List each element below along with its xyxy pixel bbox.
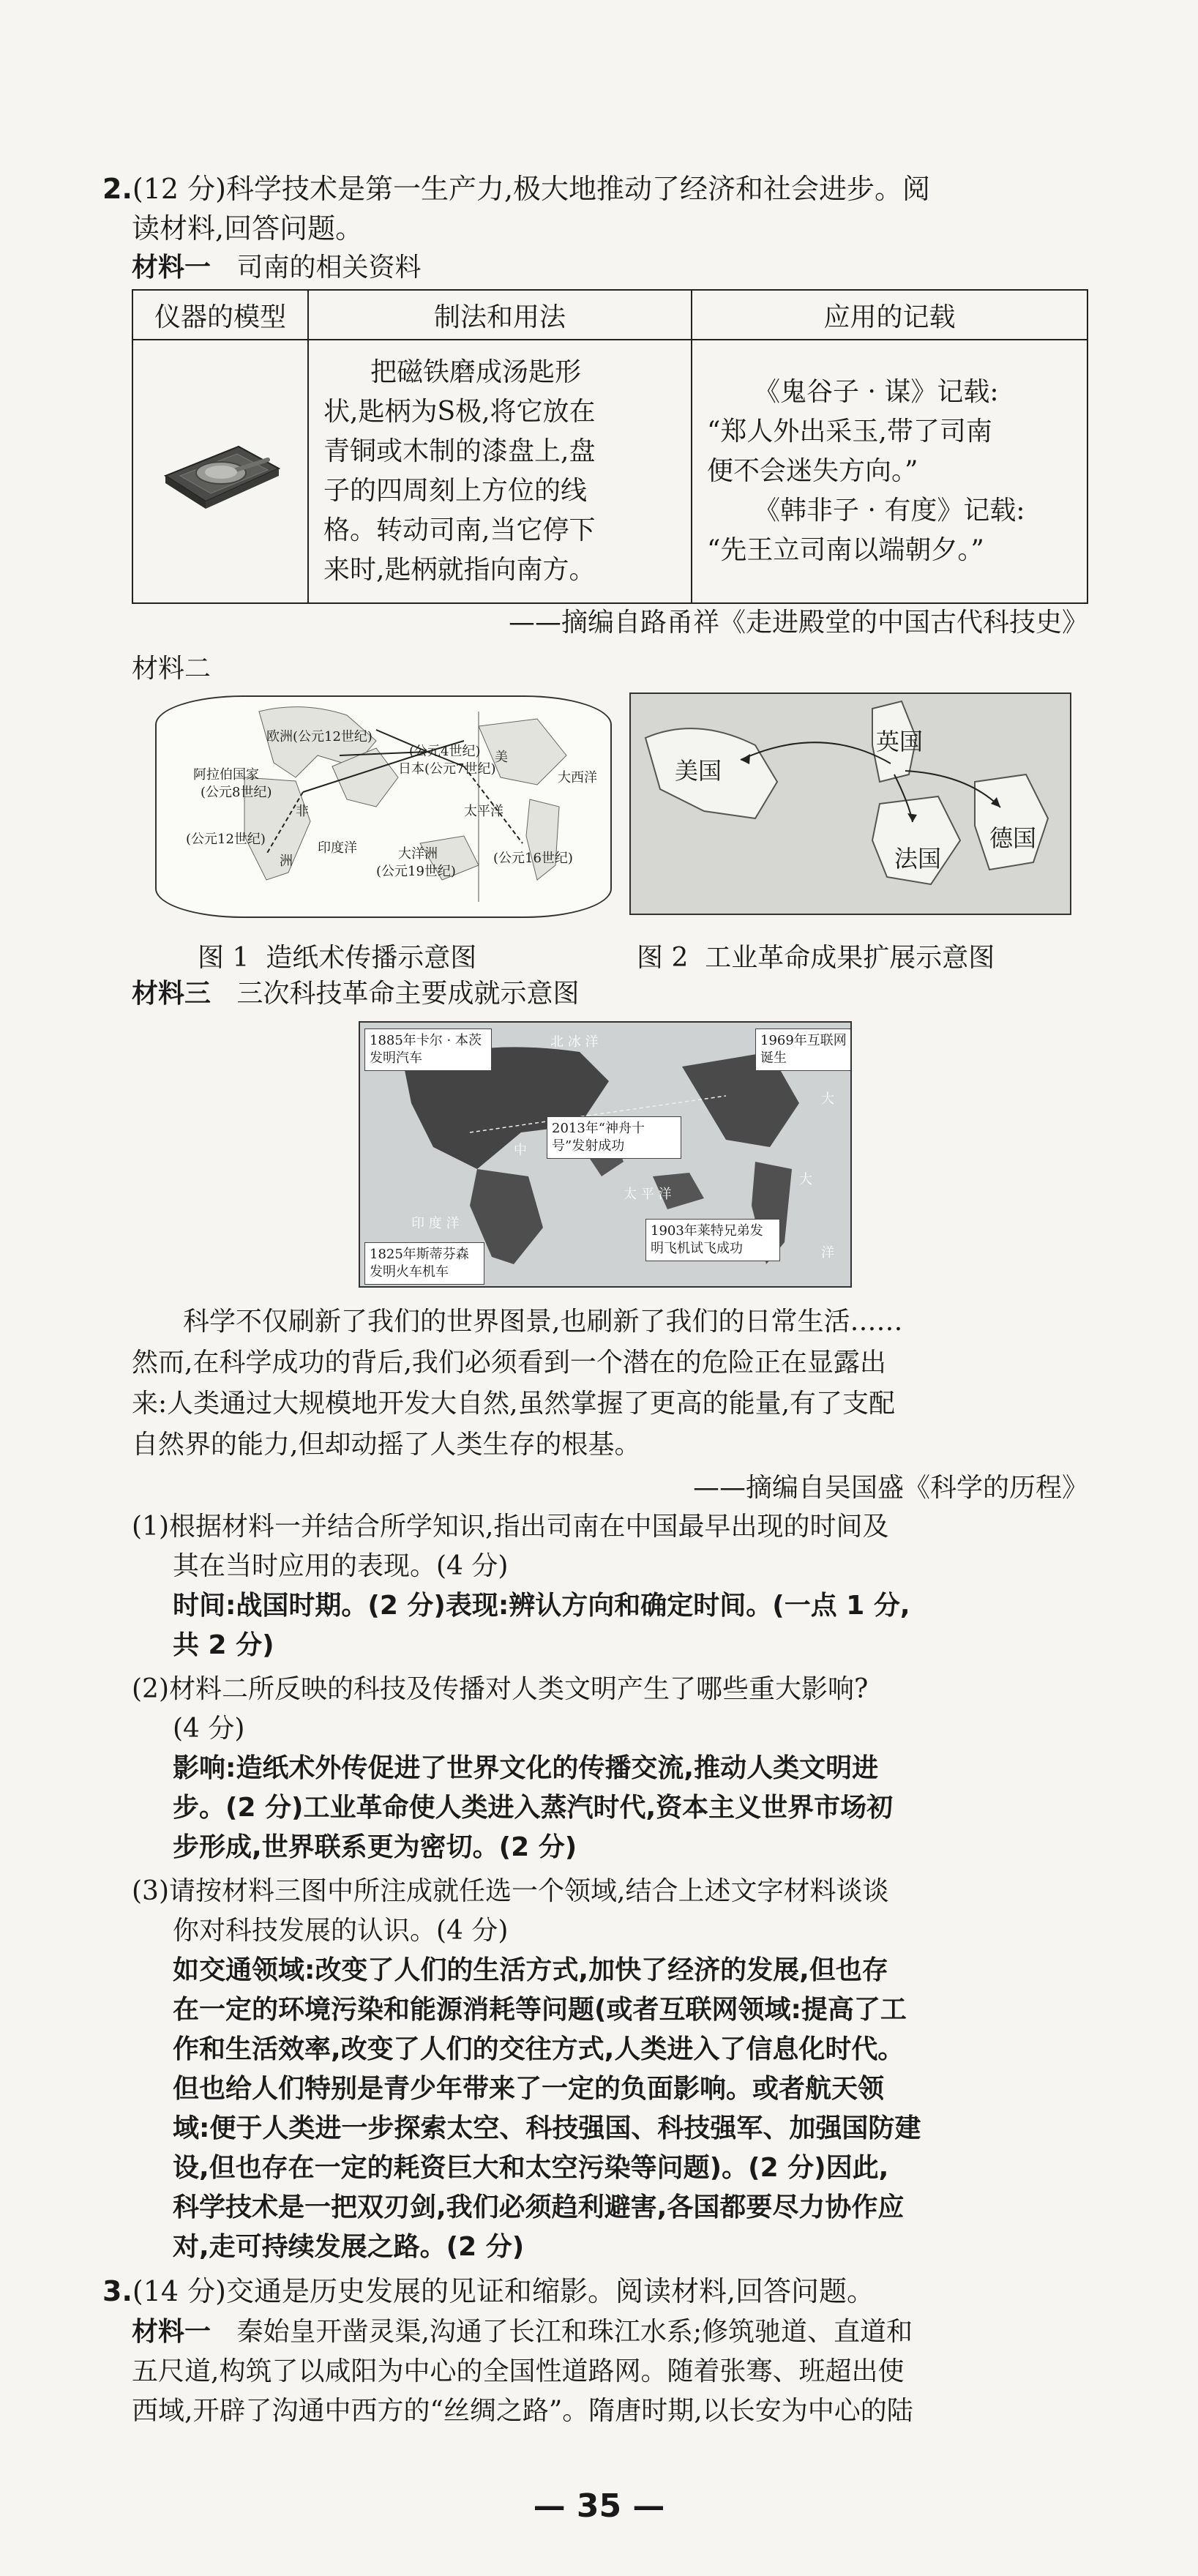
q3-text-line: 五尺道,构筑了以咸阳为中心的全国性道路网。随着张骞、班超出使: [132, 2356, 905, 2386]
fig1-label: (公元19世纪): [376, 864, 456, 879]
material3-text-line: 来:人类通过大规模地开发大自然,虽然掌握了更高的能量,有了支配: [132, 1389, 896, 1419]
sub1-answer: 共 2 分): [173, 1630, 274, 1660]
sub1-question: (1)根据材料一并结合所学知识,指出司南在中国最早出现的时间及: [132, 1512, 889, 1542]
fig3-callout-shenzhou: 2013年“神舟十号”发射成功: [547, 1116, 681, 1159]
fig3-label: 中: [514, 1143, 527, 1158]
sub3-question: (3)请按材料三图中所注成就任选一个领域,结合上述文字材料谈谈: [132, 1876, 889, 1906]
fig2-label-france: 法国: [894, 845, 942, 873]
fig3-label: 印 度 洋: [411, 1216, 460, 1231]
fig1-label: (公元16世纪): [493, 851, 573, 866]
fig1-label: (公元8世纪): [201, 785, 272, 800]
page-number: — 35 —: [533, 2487, 665, 2525]
sub3-answer: 对,走可持续发展之路。(2 分): [173, 2232, 525, 2262]
fig3-callout-train: 1825年斯蒂芬森发明火车机车: [364, 1242, 484, 1285]
fig1-label: 大洋洲: [398, 846, 438, 862]
sinan-model-image: [132, 340, 308, 603]
method-line: 把磁铁磨成汤匙形: [370, 357, 582, 387]
material3-text-line: 然而,在科学成功的背后,我们必须看到一个潜在的危险正在显露出: [132, 1348, 886, 1378]
fig1-label: 太平洋: [464, 804, 503, 819]
q2-number: 2.: [102, 173, 132, 205]
fig1-land-shapes: [157, 697, 610, 916]
record-line: “先王立司南以端朝夕。”: [707, 535, 984, 565]
material1-label: 材料一: [132, 253, 211, 283]
method-line: 状,匙柄为S极,将它放在: [323, 397, 596, 427]
sub2-question: (4 分): [173, 1714, 245, 1744]
material3-label: 材料三: [132, 979, 211, 1009]
fig3-tech-revolutions-map: [359, 1021, 852, 1288]
fig3-callout-car: 1885年卡尔 · 本茨发明汽车: [364, 1028, 492, 1071]
fig1-label: 欧洲(公元12世纪): [266, 729, 372, 744]
record-cell: [692, 340, 1087, 603]
fig3-label: 大: [821, 1091, 834, 1107]
fig3-label: 大: [799, 1172, 812, 1187]
sub3-answer: 科学技术是一把双刃剑,我们必须趋利避害,各国都要尽力协作应: [173, 2192, 905, 2222]
q3-material1-line: [132, 2313, 1096, 2351]
method-line: 青铜或木制的漆盘上,盘: [323, 436, 596, 466]
fig1-label: (公元12世纪): [186, 832, 266, 847]
fig3-label: 洋: [821, 1245, 834, 1261]
method-line: 格。转动司南,当它停下: [323, 515, 596, 545]
fig2-caption: 图 2 工业革命成果扩展示意图: [637, 943, 995, 973]
fig1-label: 大西洋: [558, 770, 597, 785]
record-line: 《鬼谷子 · 谋》记载:: [754, 377, 999, 407]
fig1-label: 阿拉伯国家: [193, 767, 259, 783]
fig1-label: 非: [296, 804, 309, 819]
sub3-answer: 域:便于人类进一步探索太空、科技强国、科技强军、加强国防建: [173, 2113, 921, 2143]
fig2-land-shapes: [631, 694, 1070, 914]
sub2-answer: 步形成,世界联系更为密切。(2 分): [173, 1832, 577, 1862]
method-line: 来时,匙柄就指向南方。: [323, 555, 596, 585]
q2-intro: (12 分)科学技术是第一生产力,极大地推动了经济和社会进步。阅: [132, 173, 931, 205]
q3-intro: (14 分)交通是历史发展的见证和缩影。阅读材料,回答问题。: [132, 2275, 875, 2307]
fig1-label: 美: [495, 750, 508, 765]
record-line: 便不会迷失方向。”: [707, 456, 918, 486]
record-line: 《韩非子 · 有度》记载:: [754, 496, 1025, 526]
sinan-image: [151, 417, 290, 520]
fig2-label-usa: 美国: [675, 757, 722, 785]
method-cell: [308, 340, 692, 603]
material2-label: 材料二: [132, 654, 211, 684]
sub2-question: (2)材料二所反映的科技及传播对人类文明产生了哪些重大影响?: [132, 1674, 869, 1704]
material3-title: 三次科技革命主要成就示意图: [236, 979, 580, 1009]
sub3-answer: 设,但也存在一定的耗资巨大和太空污染等问题)。(2 分)因此,: [173, 2153, 889, 2183]
material3-text-line: 自然界的能力,但却动摇了人类生存的根基。: [132, 1430, 641, 1460]
fig3-callout-internet: 1969年互联网诞生: [755, 1028, 852, 1071]
fig1-label: 日本(公元7世纪): [398, 761, 496, 777]
sub2-answer: 影响:造纸术外传促进了世界文化的传播交流,推动人类文明进: [173, 1753, 879, 1783]
table-header-model: 仪器的模型: [132, 290, 308, 340]
fig1-label: (公元4世纪): [409, 744, 481, 759]
q3-text-line: 秦始皇开凿灵渠,沟通了长江和珠江水系;修筑驰道、直道和: [236, 2317, 913, 2347]
sub2-answer: 步。(2 分)工业革命使人类进入蒸汽时代,资本主义世界市场初: [173, 1793, 894, 1823]
material3-heading: [132, 975, 1096, 1013]
q2-material1-heading: [132, 249, 1096, 287]
sub3-answer: 在一定的环境污染和能源消耗等问题(或者互联网领域:提高了工: [173, 1995, 907, 2025]
fig1-caption: 图 1 造纸术传播示意图: [198, 943, 477, 973]
q3-number: 3.: [102, 2275, 132, 2307]
fig1-label: 印度洋: [318, 840, 357, 856]
material1-title: 司南的相关资料: [236, 253, 422, 283]
sub3-answer: 如交通领域:改变了人们的生活方式,加快了经济的发展,但也存: [173, 1955, 888, 1985]
material3-text-line: 科学不仅刷新了我们的世界图景,也刷新了我们的日常生活……: [183, 1307, 903, 1337]
method-line: 子的四周刻上方位的线: [323, 476, 588, 506]
q3-line1: [102, 2272, 1096, 2310]
fig1-label: 洲: [280, 854, 293, 869]
fig1-paper-spread-map: [155, 695, 612, 918]
sub1-answer: 时间:战国时期。(2 分)表现:辨认方向和确定时间。(一点 1 分,: [173, 1591, 910, 1621]
fig2-industrial-map: [629, 692, 1071, 915]
table-header-method: 制法和用法: [308, 290, 692, 340]
q3-text-line: 西域,开辟了沟通中西方的“丝绸之路”。隋唐时期,以长安为中心的陆: [132, 2396, 913, 2426]
q2-line2: 读材料,回答问题。: [132, 212, 364, 244]
record-line: “郑人外出采玉,带了司南: [707, 417, 992, 447]
sub3-answer: 作和生活效率,改变了人们的交往方式,人类进入了信息化时代。: [173, 2034, 905, 2064]
fig2-label-uk: 英国: [876, 728, 924, 755]
fig3-callout-airplane: 1903年莱特兄弟发明飞机试飞成功: [645, 1219, 780, 1261]
sub3-answer: 但也给人们特别是青少年带来了一定的负面影响。或者航天领: [173, 2074, 885, 2104]
q2-line1: [102, 170, 1096, 208]
material3-source: ——摘编自吴国盛《科学的历程》: [692, 1473, 1088, 1503]
fig2-label-germany: 德国: [989, 824, 1037, 852]
sub3-question: 你对科技发展的认识。(4 分): [173, 1916, 509, 1946]
material1-source: ——摘编自路甬祥《走进殿堂的中国古代科技史》: [508, 608, 1088, 638]
q3-material1-label: 材料一: [132, 2317, 211, 2347]
fig3-label: 北 冰 洋: [550, 1034, 599, 1050]
table-header-record: 应用的记载: [692, 290, 1087, 340]
sub1-question: 其在当时应用的表现。(4 分): [173, 1551, 509, 1581]
sinan-table: [132, 289, 1088, 604]
fig3-label: 太 平 洋: [624, 1187, 672, 1202]
